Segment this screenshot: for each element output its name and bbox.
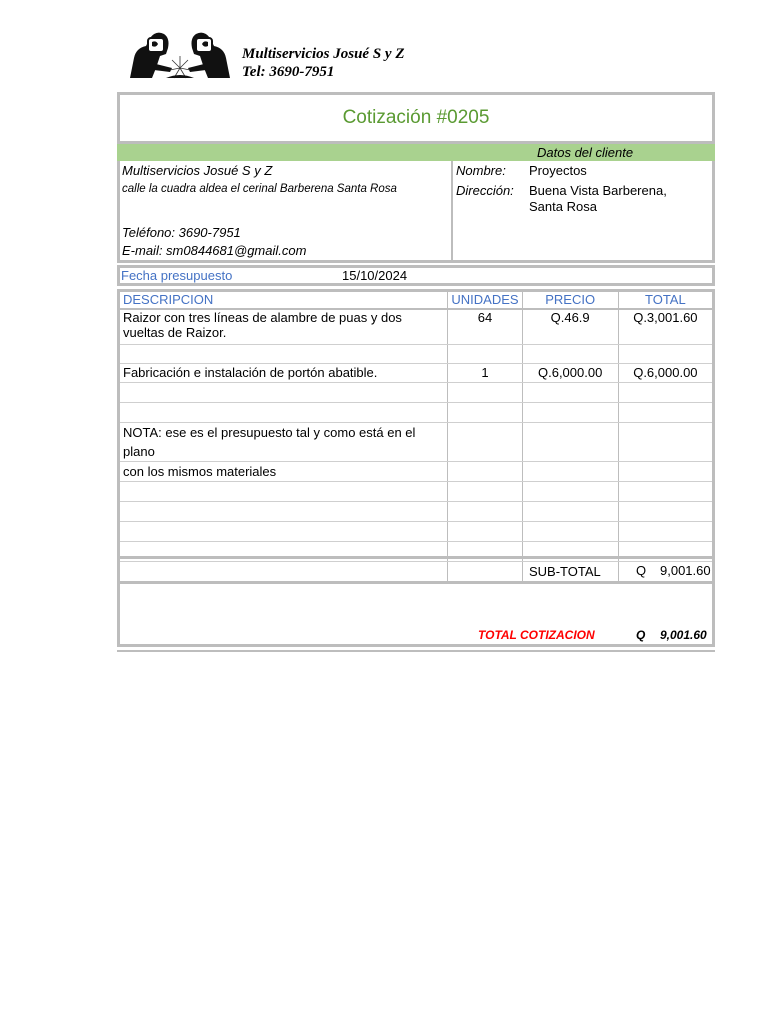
cell-price: [522, 383, 618, 403]
cell-description: [119, 482, 448, 502]
cell-units: 64: [448, 309, 522, 345]
cell-price: [522, 502, 618, 522]
table-row: [119, 423, 714, 462]
cell-units: [448, 383, 522, 403]
cell-total: Q.6,000.00: [618, 364, 713, 383]
seller-phone: Teléfono: 3690-7951: [122, 225, 241, 240]
company-name: Multiservicios Josué S y Z: [242, 46, 405, 62]
cell-units: [448, 345, 522, 364]
header-description: DESCRIPCION: [119, 291, 448, 310]
client-name-value: Proyectos: [529, 163, 587, 178]
cell-total: [618, 383, 713, 403]
total-currency: Q: [636, 628, 646, 642]
table-row: [119, 309, 714, 345]
table-row: [119, 482, 714, 502]
totals-box: [117, 556, 715, 647]
cell-total: [618, 482, 713, 502]
cell-price: Q.6,000.00: [522, 364, 618, 383]
title-box: [117, 92, 715, 144]
cell-units: [448, 502, 522, 522]
cell-description: NOTA: ese es el presupuesto tal y como está en el plano: [119, 423, 448, 462]
client-section-header: [117, 144, 715, 161]
cell-description: Fabricación e instalación de portón abatible.: [119, 364, 448, 383]
subtotal-label: SUB-TOTAL: [529, 564, 601, 579]
total-value: 9,001.60: [660, 628, 707, 642]
cell-units: [448, 462, 522, 482]
client-address-label: Dirección:: [456, 183, 514, 198]
cell-units: 1: [448, 364, 522, 383]
cell-description: con los mismos materiales: [119, 462, 448, 482]
client-name-label: Nombre:: [456, 163, 506, 178]
cell-description: [119, 502, 448, 522]
client-address-line1: Buena Vista Barberena,: [529, 183, 667, 198]
cell-price: [522, 345, 618, 364]
table-row: [119, 462, 714, 482]
cell-total: [618, 345, 713, 364]
page-title: Cotización #0205: [342, 107, 490, 128]
cell-price: [522, 462, 618, 482]
seller-address: calle la cuadra aldea el cerinal Barberena Santa Rosa: [122, 183, 397, 195]
cell-price: [522, 482, 618, 502]
cell-description: [119, 522, 448, 542]
table-row: [119, 522, 714, 542]
cell-total: [618, 502, 713, 522]
cell-total: [618, 403, 713, 423]
header-price: PRECIO: [522, 291, 618, 310]
table-row: [119, 364, 714, 383]
table-row: [119, 345, 714, 364]
cell-price: [522, 423, 618, 462]
cell-description: Raizor con tres líneas de alambre de puas y dos vueltas de Raizor.: [119, 309, 448, 345]
header-units: UNIDADES: [448, 291, 522, 310]
seller-email: E-mail: sm0844681@gmail.com: [122, 243, 307, 258]
cell-price: [522, 403, 618, 423]
subtotal-currency: Q: [636, 563, 647, 578]
total-label: TOTAL COTIZACION: [478, 628, 595, 642]
date-value: 15/10/2024: [342, 268, 408, 283]
cell-price: [522, 522, 618, 542]
subtotal-value: 9,001.60: [660, 563, 711, 578]
table-header-row: [119, 291, 714, 310]
cell-total: Q.3,001.60: [618, 309, 713, 345]
cell-total: [618, 423, 713, 462]
cell-description: [119, 403, 448, 423]
cell-units: [448, 482, 522, 502]
cell-description: [119, 383, 448, 403]
cell-total: [618, 462, 713, 482]
client-address-line2: Santa Rosa: [529, 199, 597, 214]
seller-name: Multiservicios Josué S y Z: [122, 163, 273, 178]
table-row: [119, 383, 714, 403]
date-label: Fecha presupuesto: [121, 268, 233, 283]
items-table: [117, 289, 715, 584]
cell-units: [448, 522, 522, 542]
bottom-divider: [117, 650, 715, 652]
cell-description: [119, 345, 448, 364]
cell-units: [448, 403, 522, 423]
table-row: [119, 403, 714, 423]
cell-units: [448, 423, 522, 462]
client-section-label: Datos del cliente: [537, 145, 634, 160]
header-total: TOTAL: [618, 291, 713, 310]
info-divider: [451, 161, 453, 263]
cell-price: Q.46.9: [522, 309, 618, 345]
company-phone: Tel: 3690-7951: [242, 64, 335, 80]
welders-logo-icon: [126, 28, 234, 80]
table-row: [119, 502, 714, 522]
cell-total: [618, 522, 713, 542]
